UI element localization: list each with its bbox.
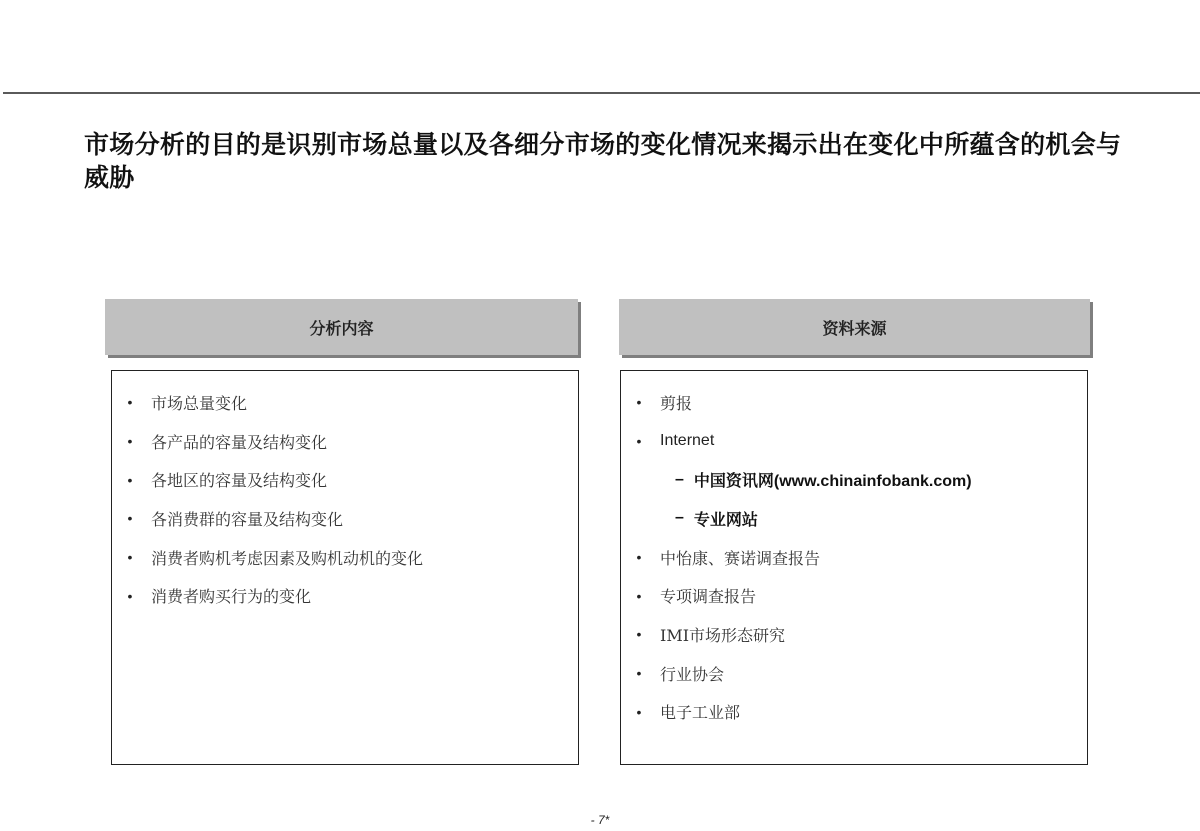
bullet-icon: •: [636, 587, 642, 604]
page-number: - 7*: [590, 813, 610, 827]
list-item-text: 各消费群的容量及结构变化: [151, 509, 344, 529]
dash-icon: –: [675, 470, 684, 488]
bullet-icon: •: [127, 394, 133, 411]
list-item-text: 中国资讯网(www.chinainfobank.com): [693, 473, 972, 491]
list-item: [621, 615, 1087, 654]
list-item: [112, 383, 578, 422]
list-item: [112, 499, 578, 538]
bullet-icon: •: [127, 433, 133, 450]
list-item: [621, 654, 1087, 693]
list-item: [621, 422, 1087, 461]
dash-icon: –: [675, 509, 684, 527]
list-item: [112, 538, 578, 577]
list-item: [621, 693, 1087, 732]
list-item: [112, 576, 578, 615]
list-item: [621, 538, 1087, 577]
analysis-content-header-label: 分析内容: [309, 318, 374, 338]
top-divider: [3, 92, 1200, 94]
data-sources-header-label: 资料来源: [822, 318, 887, 338]
list-item-text: 各地区的容量及结构变化: [151, 471, 328, 491]
list-item-text: 消费者购机考虑因素及购机动机的变化: [151, 548, 424, 568]
list-item: [112, 422, 578, 461]
analysis-content-list: [112, 371, 578, 615]
bullet-icon: •: [636, 703, 642, 720]
bullet-icon: •: [636, 626, 642, 643]
page-title: 市场分析的目的是识别市场总量以及各细分市场的变化情况来揭示出在变化中所蕴含的机会与威胁: [84, 130, 1122, 192]
data-sources-panel: [620, 370, 1088, 765]
list-item-text: 行业协会: [660, 664, 725, 684]
data-sources-list: [621, 371, 1087, 731]
list-item-text: 电子工业部: [660, 703, 741, 723]
sub-list-item: [621, 460, 1087, 499]
bullet-icon: •: [127, 549, 133, 566]
bullet-icon: •: [636, 433, 642, 450]
bullet-icon: •: [127, 510, 133, 527]
list-item: [621, 383, 1087, 422]
list-item-text: Internet: [660, 432, 715, 450]
list-item-text: 各产品的容量及结构变化: [151, 432, 328, 452]
list-item-text: 专业网站: [693, 511, 758, 529]
analysis-content-panel: [111, 370, 579, 765]
bullet-icon: •: [636, 394, 642, 411]
data-sources-header: [619, 299, 1090, 355]
bullet-icon: •: [636, 665, 642, 682]
list-item-text: 中怡康、赛诺调查报告: [660, 548, 821, 568]
sub-list-item: [621, 499, 1087, 538]
list-item-text: 消费者购买行为的变化: [151, 587, 312, 607]
list-item-text: 市场总量变化: [151, 393, 248, 413]
list-item: [621, 576, 1087, 615]
list-item: [112, 460, 578, 499]
analysis-content-header: [105, 299, 578, 355]
bullet-icon: •: [636, 549, 642, 566]
bullet-icon: •: [127, 471, 133, 488]
list-item-text: 专项调查报告: [660, 587, 757, 607]
list-item-text: IMI市场形态研究: [660, 625, 786, 645]
bullet-icon: •: [127, 587, 133, 604]
list-item-text: 剪报: [660, 393, 693, 413]
